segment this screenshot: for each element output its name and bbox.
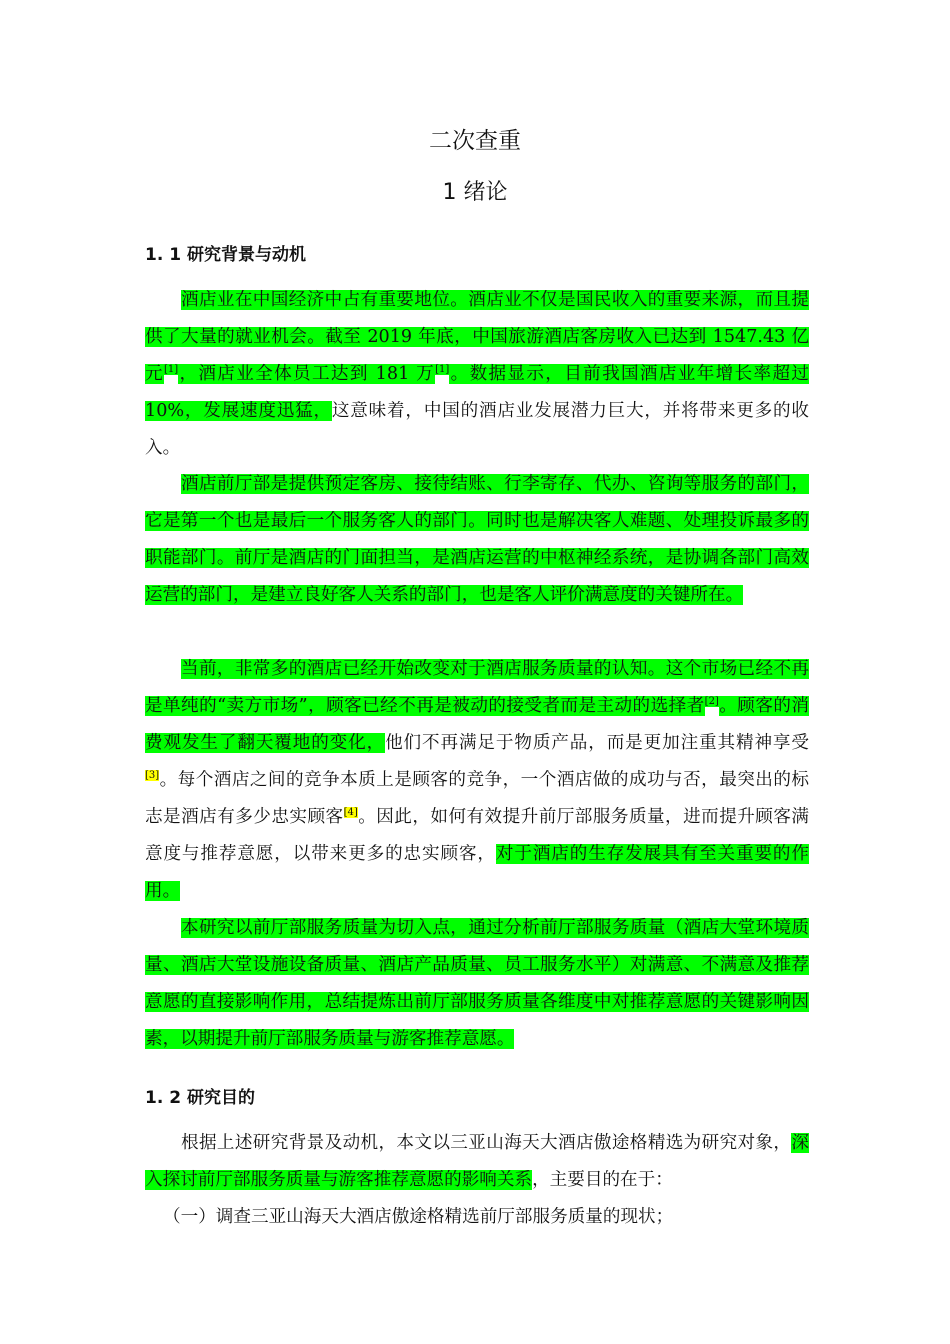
highlight-span: 。数据显示，目前我国酒店业年增长率超过 10%，发展速度迅猛， xyxy=(145,364,809,421)
paragraph-background xyxy=(145,282,809,467)
citation: [2] xyxy=(704,696,719,707)
list-item: （一）调查三亚山海天大酒店傲途格精选前厅部服务质量的现状； xyxy=(163,1207,674,1227)
text-span: 这意味着，中国的酒店业发展潜力巨大，并将带来更多的收入。 xyxy=(145,401,809,458)
highlight-span: 本研究以前厅部服务质量为切入点，通过分析前厅部服务质量（酒店大堂环境质量、酒店大堂设施设备质量、酒店产品质量、员工服务水平）对满意、不满意及推荐意愿的直接影响作用， xyxy=(145,918,809,1012)
section-heading-1-2: 1. 2 研究目的 xyxy=(145,1088,255,1108)
citation: [3] xyxy=(145,770,160,781)
chapter-title: 1 绪论 xyxy=(442,180,508,205)
highlight-span: ，酒店业全体员工达到 181 万 xyxy=(178,364,436,384)
text-span: 根据上述研究背景及动机，本文以三亚山海天大酒店傲途格精选为研究对象， xyxy=(181,1133,792,1153)
highlight-span: 。顾客的消费观发生了翻天覆地的变化， xyxy=(145,696,809,753)
text-span: 。因此，如何有效提升前厅部服务质量，进而提升顾客满意度与推荐意愿，以带来更多的忠实顾客， xyxy=(145,807,809,864)
citation: [4] xyxy=(343,807,358,818)
text-span: ，主要目的在于： xyxy=(532,1170,673,1190)
paragraph-purpose xyxy=(145,1125,809,1199)
document-title: 二次查重 xyxy=(429,128,521,154)
highlight-span: 酒店前厅部是提供预定客房、接待结账、行李寄存、代办、咨询等服务的部门，它是第一个也是最后一个服务客人的部门。同时也是解决客人难题、处理投诉最多的职能部门。前厅是酒店的门面担当，是酒店运营的中枢神经系统，是协调各部门高效运营的部门，是建立良好客人关系的部门，也是客人评价满意度的关键所在。 xyxy=(145,474,809,605)
citation: [1] xyxy=(435,364,450,375)
text-span: 。每个酒店之间的竞争本质上是顾客的竞争，一个酒店做的成功与否，最突出的标志是酒店有多少忠实顾客 xyxy=(145,770,809,827)
citation: [1] xyxy=(163,364,179,375)
paragraph-research-scope xyxy=(145,910,809,1058)
text-span: 他们不再满足于物质产品，而是更加注重其精神享受 xyxy=(385,733,809,753)
highlight-span: 酒店业在中国经济中占有重要地位。酒店业不仅是国民收入的重要来源，而且提供了大量的就业机会。截至 2019 年底，中国旅游酒店客房收入已达到 1547.43 亿元 xyxy=(145,290,809,384)
highlight-span: 总结提炼出前厅部服务质量各维度中对推荐意愿的关键影响因素，以期提升前厅部服务质量与游客推荐意愿。 xyxy=(145,992,809,1049)
paragraph-market-change xyxy=(145,651,809,910)
highlight-span: 深入探讨前厅部服务质量与游客推荐意愿的影响关系 xyxy=(145,1133,809,1190)
paragraph-front-office xyxy=(145,466,809,614)
section-heading-1-1: 1. 1 研究背景与动机 xyxy=(145,245,306,265)
highlight-span: 当前，非常多的酒店已经开始改变对于酒店服务质量的认知。这个市场已经不再是单纯的“卖方市场”，顾客已经不再是被动的接受者而是主动的选择者 xyxy=(145,659,809,716)
highlight-span: 对于酒店的生存发展具有至关重要的作用。 xyxy=(145,844,809,901)
